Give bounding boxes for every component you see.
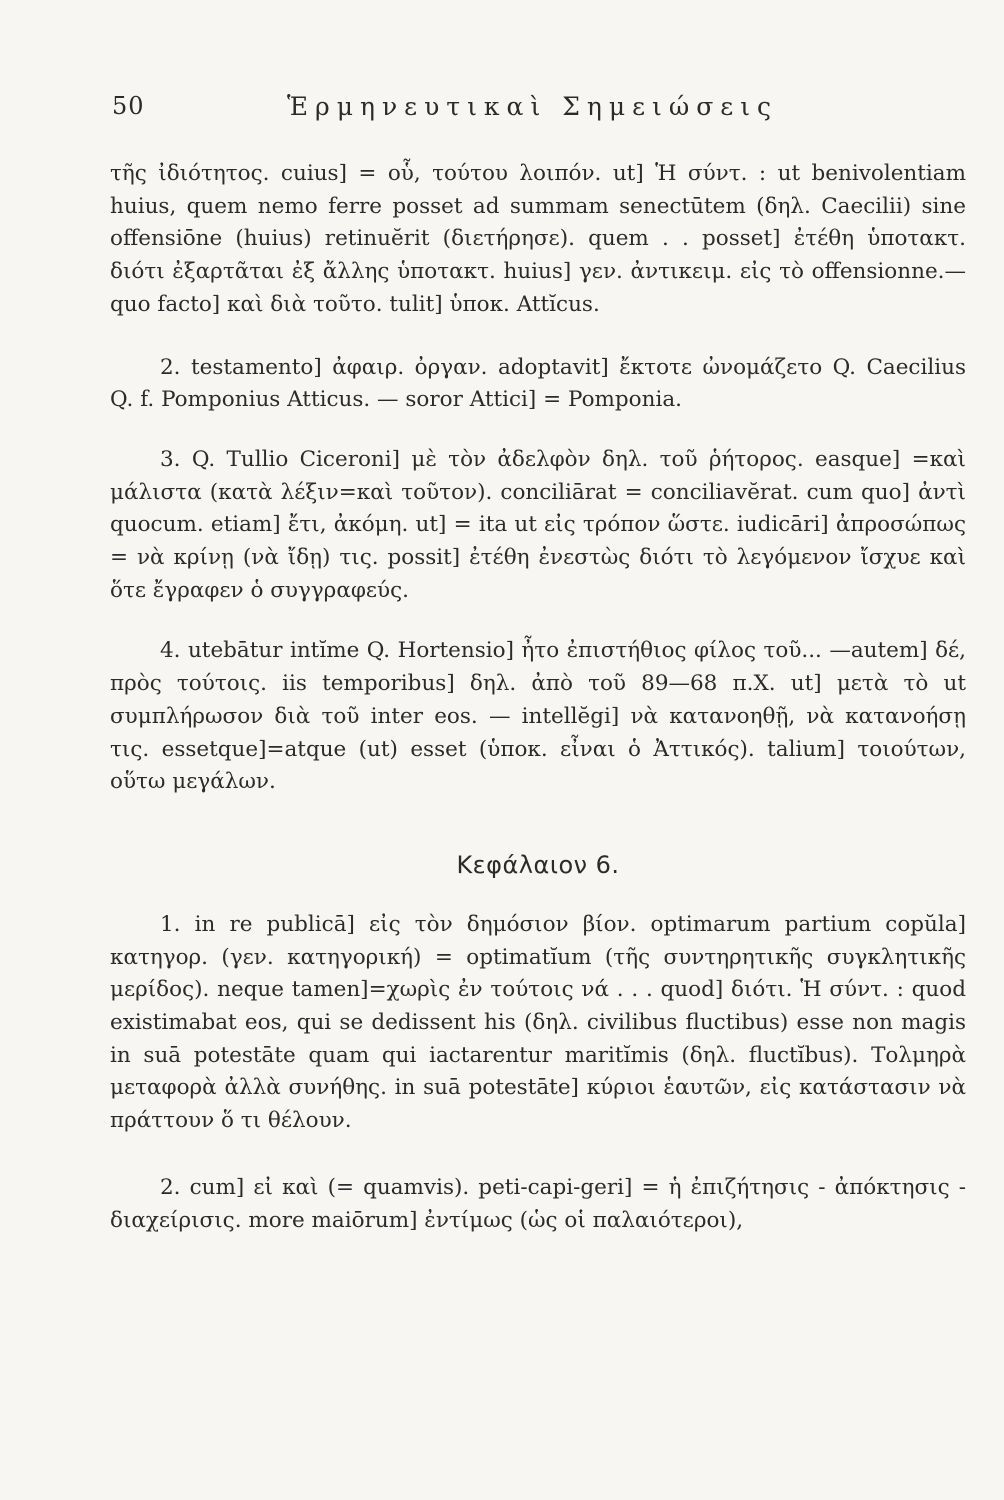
paragraph-chapter6-note-2: 2. cum] εἰ καὶ (= quamvis). peti-capi-geri] = ἡ ἐπιζήτησις - ἀπόκτησις - διαχείρισις. more maiōrum] ἐντίμως (ὡς οἱ παλαιότεροι), <box>110 1174 966 1233</box>
running-title: Ἑρμηνευτικαὶ Σημειώσεις <box>287 92 779 121</box>
paragraph-note-3: 3. Q. Tullio Ciceroni] μὲ τὸν ἀδελφὸν δηλ. τοῦ ῥήτορος. easque] =καὶ μάλιστα (κατὰ λέξιν=καὶ τοῦτον). conciliārat = conciliavĕrat. cum quo] ἀντὶ quocum. etiam] ἔτι, ἀκόμη. ut] = ita ut εἰς τρόπον ὥστε. iudicāri] ἀπροσώπως = νὰ κρίνῃ (νὰ ἴδῃ) τις. possit] ἐτέθη ἐνεστὼς διότι τὸ λεγόμενον ἴσχυε καὶ ὅτε ἔγραφεν ὁ συγγραφεύς. <box>110 446 966 603</box>
paragraph-note-4: 4. utebātur intĭme Q. Hortensio] ἦτο ἐπιστήθιος φίλος τοῦ... —autem] δέ, πρὸς τούτοις. iis temporibus] δηλ. ἀπὸ τοῦ 89—68 π.Χ. ut] μετὰ τὸ ut συμπλήρωσον διὰ τοῦ inter eos. — intellĕgi] νὰ κατανοηθῇ, νὰ κατανοήσῃ τις. essetque]=atque (ut) esset (ὑποκ. εἶναι ὁ Ἀττικός). talium] τοιούτων, οὕτω μεγάλων. <box>110 638 966 795</box>
paragraph-chapter6-note-1: 1. in re publicā] εἰς τὸν δημόσιον βίον. optimarum partium copŭla] κατηγορ. (γεν. κατηγορική) = optimatĭum (τῆς συντηρητικῆς συγκλητικῆς μερίδος). neque tamen]=χωρὶς ἐν τούτοις νά . . . quod] διότι. Ἡ σύντ. : quod existimabat eos, qui se dedissent his (δηλ. civilibus fluctibus) esse non magis in suā potestāte quam qui iactarentur maritĭmis (δηλ. fluctĭbus). Τολμηρὰ μεταφορὰ ἀλλὰ συνήθης. in suā potestāte] κύριοι ἑαυτῶν, εἰς κατάστασιν νὰ πράττουν ὅ τι θέλουν. <box>110 911 966 1134</box>
page-number: 50 <box>112 92 145 120</box>
paragraph-intro: τῆς ἰδιότητος. cuius] = οὗ, τούτου λοιπόν. ut] Ἡ σύντ. : ut benivolentiam huius, quem nemo ferre posset ad summam senectūtem (δηλ. Caecilii) sine offensiōne (huius) retinuĕrit (διετήρησε). quem . . posset] ἐτέθη ὑποτακτ. διότι ἐξαρτᾶται ἐξ ἄλλης ὑποτακτ. huius] γεν. ἀντικειμ. εἰς τὸ offensionne.— quo facto] καὶ διὰ τοῦτο. tulit] ὑποκ. Attĭcus. <box>110 161 966 317</box>
body-text <box>110 158 966 1237</box>
page-header <box>112 92 972 132</box>
paragraph-note-2: 2. testamento] ἀφαιρ. ὀργαν. adoptavit] ἔκτοτε ὠνομάζετο Q. Caecilius Q. f. Pomponius Atticus. — soror Attici] = Pomponia. <box>110 354 966 413</box>
chapter-heading: Κεφάλαιον 6. <box>456 850 620 879</box>
